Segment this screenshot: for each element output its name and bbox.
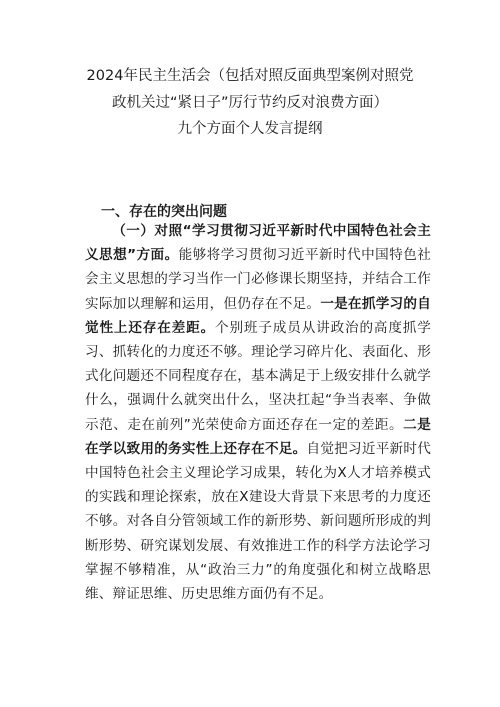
point-1-heading: 一是在抓学习的自觉性上还存在差距。 [85, 295, 431, 336]
body-text [85, 219, 431, 606]
point-2-heading: 二是在学以致用的务实性上还存在不足。 [85, 416, 431, 457]
paragraph-text-2: 个别班子成员从讲政治的高度抓学习、抓转化的力度还不够。理论学习碎片化、表面化、形式化问题还不同程度存在，基本满足于上级安排什么就学什么，强调什么就突出什么，坚决扛起“争当表率、争做示范、走在前列”光荣使命方面还存在一定的差距。 [85, 319, 431, 433]
paragraph-lead: （一）对照“学习贯彻习近平新时代中国特色社会主义思想”方面。 [85, 223, 431, 264]
title-line-2: 政机关过“紧日子”厉行节约反对浪费方面） [111, 95, 389, 111]
title-line-1: 2024年民主生活会（包括对照反面典型案例对照党 [86, 68, 414, 84]
paragraph-text-3: 自觉把习近平新时代中国特色社会主义理论学习成果，转化为X人才培养模式的实践和理论探索，放在X建设大背景下来思考的力度还不够。对各自分管领域工作的新形势、新问题所形成的判断形势、研究谋划发展、有效推进工作的科学方法论学习掌握不够精准，从“政治三力”的角度强化和树立战略思维、辩证思维、历史思维方面仍有不足。 [85, 440, 431, 603]
title-line-3: 九个方面个人发言提纲 [177, 121, 323, 137]
section-heading: 一、存在的突出问题 [101, 204, 227, 220]
paragraph-1 [85, 219, 431, 606]
paragraph-text-1: 能够将学习贯彻习近平新时代中国特色社会主义思想的学习当作一门必修课长期坚持，并结合工作实际加以理解和运用，但仍存在不足。 [85, 247, 431, 312]
